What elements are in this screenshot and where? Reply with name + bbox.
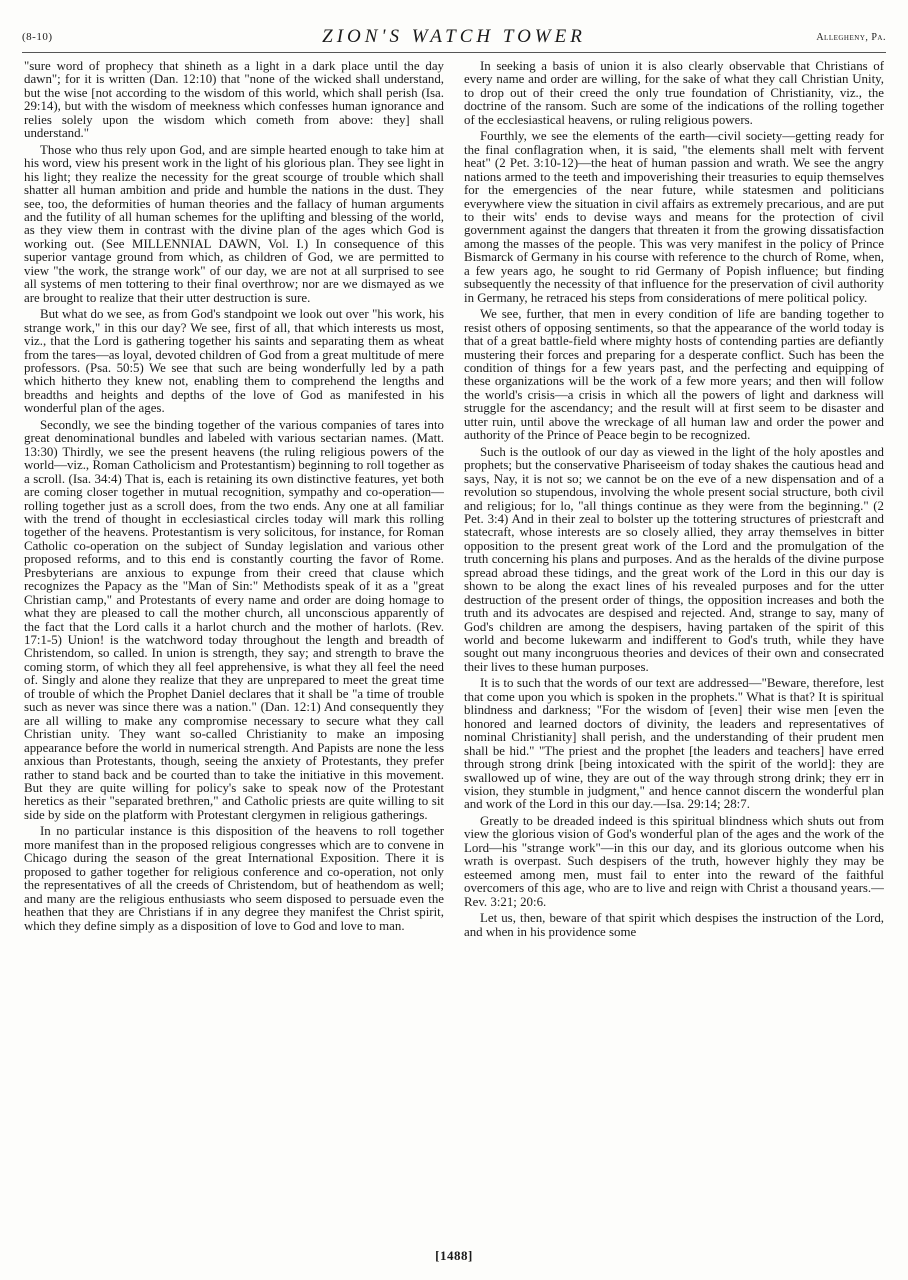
masthead-title: ZION'S WATCH TOWER <box>322 26 586 47</box>
publication-place: Allegheny, Pa. <box>816 31 886 43</box>
right-column <box>464 60 884 1240</box>
header-rule <box>22 52 886 53</box>
paragraph: It is to such that the words of our text are addressed—"Beware, therefore, lest that come upon you which is spoken in the prophets." What is that? It is spiritual blindness and darkness; "For the wisdom of [even] their wise men [even the honored and learned doctors of divinity, the leaders and representatives of nominal Christianity] shall perish, and the understanding of their prudent men shall be hid." "The priest and the prophet [the leaders and teachers] have erred through strong drink [being intoxicated with the spirit of the world]: they are swallowed up of wine, they are out of the way through strong drink; they err in vision, they stumble in judgment," and hence cannot discern the wonderful plan and work of the Lord in this our day.—Isa. 29:14; 28:7. <box>464 676 884 812</box>
left-column <box>24 60 444 1240</box>
paragraph: Fourthly, we see the elements of the earth—civil society—getting ready for the final conflagration when, it is said, "the elements shall melt with fervent heat" (2 Pet. 3:10-12)—the heat of human passion and wrath. We see the angry nations armed to the teeth and impoverishing their treasuries to equip themselves for the emergencies of the near future, while statesmen and politicians everywhere view the situation in civil affairs as extremely precarious, and are put to their wits' ends to devise ways and means for the protection of civil government against the dangers that threaten it from the growing dissatisfaction among the masses of the people. This was very manifest in the policy of Prince Bismarck of Germany in his course with reference to the church of Rome, when, a few years ago, he sought to rid Germany of Popish influence; but finding subsequently the necessity of that influence for the preservation of civil authority in Germany, he retraced his steps from considerations of mere political policy. <box>464 129 884 305</box>
paragraph: In no particular instance is this disposition of the heavens to roll together more manifest than in the proposed religious congresses which are to convene in Chicago during the season of the great International Exposition. There it is proposed to gather together for religious conference and co-operation, not only the representatives of all the creeds of Christendom, but of heathendom as well; and many are the religious enthusiasts who seem disposed to persuade even the heathen that they are Christians if in any degree they manifest the Christ spirit, which they define simply as a disposition of love to God and love to man. <box>24 824 444 933</box>
issue-pages: (8-10) <box>22 31 53 43</box>
paragraph: "sure word of prophecy that shineth as a light in a dark place until the day dawn"; for it is written (Dan. 12:10) that "none of the wicked shall understand, but the wise [not according to the wisdom of this world, which shall perish (Isa. 29:14), but with the wisdom of meekness which confesses human ignorance and relies solely upon the wisdom which cometh from above: they] shall understand." <box>24 60 444 141</box>
page-number: [1488] <box>435 1248 473 1263</box>
paragraph: We see, further, that men in every condition of life are banding together to resist others of opposing sentiments, so that the appearance of the world today is that of a great battle-field where mighty hosts of contending parties are defiantly mustering their forces and preparing for a desperate conflict. Such has been the condition of things for a few years past, and the perfecting and equipping of these organizations will be the work of a few more years; and then will follow the world's crisis—a crisis in which all the powers of light and darkness will struggle for the ascendancy; and the result will at first seem to be disaster and utter ruin, until above the wreckage of all human law and order the power and authority of the Prince of Peace begin to be recognized. <box>464 307 884 443</box>
paragraph: In seeking a basis of union it is also clearly observable that Christians of every name and order are willing, for the sake of what they call Christian Unity, to drop out of their creed the only true foundation of Christianity, viz., the doctrine of the ransom. Such are some of the indications of the rolling together of the ecclesiastical heavens, or ruling religious powers. <box>464 60 884 127</box>
paragraph: Such is the outlook of our day as viewed in the light of the holy apostles and prophets; but the conservative Phariseeism of today shakes the cautious head and says, Nay, it is not so; we cannot be on the eve of a new dispensation and of a revolution so stupendous, involving the whole present social structure, both civil and religious; for lo, "all things continue as they were from the beginning." (2 Pet. 3:4) And in their zeal to bolster up the tottering structures of priestcraft and statecraft, whose interests are so closely allied, they array themselves in bitter opposition to the present great work of the Lord and the promulgation of the truth concerning his plans and purposes. And as the heralds of the divine purpose spread abroad these tidings, and the great work of the Lord in this our day is shown to be along the exact lines of his revealed purposes and for the utter destruction of the present order of things, the opposition increases and both the truth and its advocates are despised and rejected. And, strange to say, many of God's children are among the despisers, having partaken of the spirit of this world and become lukewarm and indifferent to God's truth, while they have sought out many incongruous theories and devices of their own and consecrated their lives to these human purposes. <box>464 444 884 674</box>
paragraph: Greatly to be dreaded indeed is this spiritual blindness which shuts out from view the glorious vision of God's wonderful plan of the ages and the work of the Lord—his "strange work"—in this our day, and its glorious outcome when his wrath is overpast. Such despisers of the truth, however highly they may be esteemed among men, must fail to enter into the reward of the faithful overcomers of this age, who are to live and reign with Christ a thousand years.—Rev. 3:21; 20:6. <box>464 813 884 909</box>
page-header <box>22 24 886 50</box>
paragraph: Secondly, we see the binding together of the various companies of tares into great denominational bundles and labeled with various sectarian names. (Matt. 13:30) Thirdly, we see the present heavens (the ruling religious powers of the world—viz., Roman Catholicism and Protestantism) beginning to roll together as a scroll. (Isa. 34:4) That is, each is retaining its own distinctive features, yet both are coming closer together in mutual recognition, sympathy and co-operation—rolling together just as a scroll does, from the two ends. Any one at all familiar with the trend of thought in ecclesiastical circles today will mark this rolling together of the heavens. Protestantism is very solicitous, for instance, for Roman Catholic co-operation on the subject of Sunday legislation and various other proposed reforms, and to this end is constantly courting the favor of Rome. Presbyterians are anxious to expunge from their creed that clause which recognizes the Papacy as the "Man of Sin:" Methodists speak of it as a "great Christian camp," and Protestants of every name and order are doing homage to what they are pleased to call the mother church, all unconscious apparently of the fact that the Lord calls it a harlot church and the mother of harlots. (Rev. 17:1-5) Union! is the watchword today throughout the length and breadth of Christendom, so called. In union is strength, they say; and strength to brave the coming storm, of which they all feel apprehensive, is what they all feel the need of. Singly and alone they realize that they are unprepared to meet the great time of trouble of which the Prophet Daniel declares that it shall be "a time of trouble such as never was since there was a nation." (Dan. 12:1) And consequently they are all willing to make any compromise necessary to secure what they call Christian unity. They want so-called Christianity to make an imposing appearance before the world in numerical strength. And Papists are none the less anxious than Protestants, though, seeing the anxiety of Protestants, they prefer rather to stand back and be courted than to take the initiative in this movement. But they are quite willing for policy's sake to speak now of the Protestant heretics as their "separated brethren," and Catholic priests are quite willing to sit side by side on the platform with Protestant clergymen in religious gatherings. <box>24 417 444 822</box>
paragraph: But what do we see, as from God's standpoint we look out over "his work, his strange work," in this our day? We see, first of all, that which interests us most, viz., that the Lord is gathering together his saints and separating them as wheat from the tares—as loyal, devoted children of God from a great multitude of mere professors. (Psa. 50:5) We see that such are being wonderfully led by a path which hitherto they knew not, enabling them to comprehend the lengths and breadths and heights and depths of the love of God as manifested in his wonderful plan of the ages. <box>24 307 444 416</box>
paragraph: Those who thus rely upon God, and are simple hearted enough to take him at his word, view his present work in the light of his glorious plan. They see light in his light; they realize the necessity for the great scourge of trouble which shall shatter all human ambition and pride and humble the nations in the dust. They see, too, the deformities of human theories and the fallacy of human arguments and the futility of all human schemes for the uplifting and blessing of the world, as they view them in contrast with the divine plan of the ages which God is working out. (See MILLENNIAL DAWN, Vol. I.) In consequence of this superior vantage ground from which, as children of God, we are permitted to view "the work, the strange work" of our day, we are not at all surprised to see all systems of men tottering to their final overthrow; nor are we dismayed as we are brought to realize that their utter destruction is sure. <box>24 142 444 305</box>
paragraph: Let us, then, beware of that spirit which despises the instruction of the Lord, and when in his providence some <box>464 911 884 939</box>
